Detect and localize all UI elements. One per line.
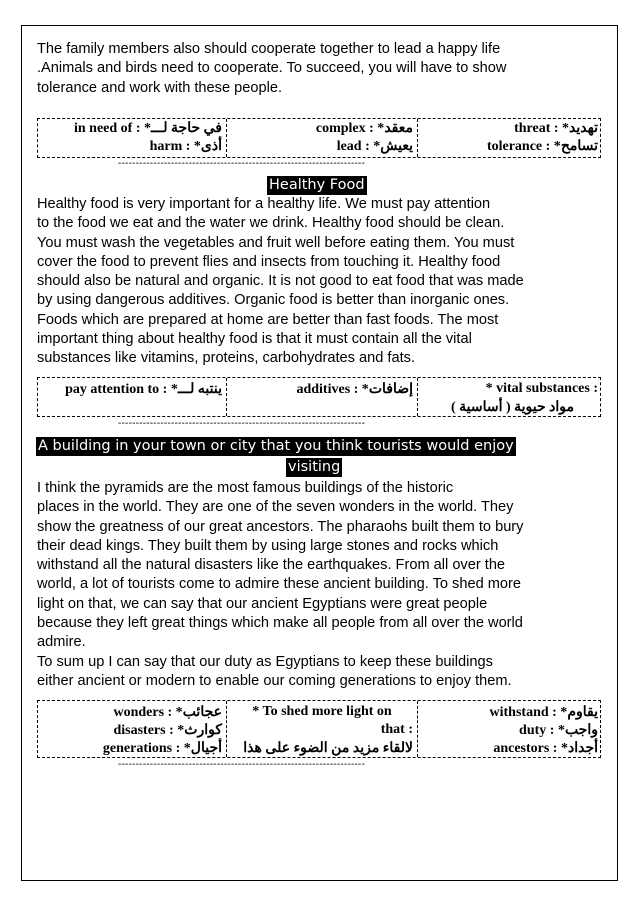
text-line: I think the pyramids are the most famous buildings of the historic [37, 480, 454, 496]
vocab-entry: threat : *تهديد [514, 121, 598, 136]
vocab-entry: * To shed more light on [252, 704, 392, 719]
text-line: to the food we eat and the water we drink. Healthy food should be clean. [37, 215, 505, 232]
dashed-divider: ---------------------------------------------------------------------- [118, 158, 366, 169]
vocab-column-left [38, 119, 226, 157]
text-line: You must wash the vegetables and fruit well before eating them. You must [37, 234, 515, 251]
vocab-entry: مواد حيوية ( أساسية ) [450, 400, 574, 415]
vocab-entry: duty : *واجب [519, 723, 598, 738]
vocab-column-right [416, 701, 602, 757]
vocabulary-box-1 [37, 118, 601, 158]
vocab-entry: لالقاء مزيد من الضوء على هذا [243, 741, 413, 756]
vocab-entry: that : [380, 722, 413, 737]
text-line: admire. [37, 634, 86, 651]
text-line: To sum up I can say that our duty as Egyptians to keep these buildings [37, 653, 493, 670]
vocab-column-left [38, 378, 226, 416]
dashed-divider: ---------------------------------------------------------------------- [118, 418, 366, 429]
healthy-food-paragraph [37, 195, 607, 369]
vocab-column-middle [226, 378, 418, 416]
vocab-column-right [416, 378, 602, 416]
text-line: places in the world. They are one of the seven wonders in the world. They [37, 499, 514, 516]
text-line: Foods which are prepared at home are better than fast foods. The most [37, 311, 499, 328]
text-line: withstand all the natural disasters like the earthquakes. From all over the [37, 557, 506, 574]
section-heading-tourist-building: A building in your town or city that you think tourists would enjoy [38, 438, 514, 454]
vocab-column-right [416, 119, 602, 157]
text-line: by using dangerous additives. Organic food is better than inorganic ones. [37, 292, 510, 309]
text-line: world, a lot of tourists come to admire these ancient building. To shed more [37, 576, 522, 593]
text-line: .Animals and birds need to cooperate. To succeed, you will have to show [37, 60, 507, 77]
vocab-entry: generations : *أجيال [102, 741, 222, 756]
tourist-building-paragraph [37, 479, 607, 691]
section-heading-healthy-food: Healthy Food [269, 177, 365, 193]
text-line: their dead kings. They built them by using large stones and rocks which [37, 537, 499, 554]
vocabulary-box-2 [37, 377, 601, 417]
text-line: either ancient or modern to enable our coming generations to enjoy them. [37, 672, 512, 689]
text-line: Healthy food is very important for a healthy life. We must pay attention [37, 196, 491, 212]
vocabulary-box-3 [37, 700, 601, 758]
section-heading-tourist-building-continued: visiting [288, 459, 341, 475]
text-line: important thing about healthy food is that it must contain all the vital [37, 331, 472, 348]
vocab-entry: additives : *إضافات [296, 382, 413, 397]
vocab-entry: wonders : *عجائب [113, 705, 222, 720]
text-line: light on that, we can say that our ancient Egyptians were great people [37, 595, 488, 612]
vocab-entry: disasters : *كوارث [113, 723, 222, 738]
vocab-entry: complex : *معقد [315, 121, 413, 136]
vocab-entry: tolerance : *تسامح [486, 139, 598, 154]
vocab-column-middle [226, 701, 418, 757]
text-line: substances like vitamins, proteins, carbohydrates and fats. [37, 350, 416, 367]
vocab-entry: withstand : *يقاوم [489, 705, 598, 720]
vocab-column-middle [226, 119, 418, 157]
vocab-entry: lead : *يعيش [336, 139, 413, 154]
text-line: because they left great things which make all people from all over the world [37, 615, 523, 632]
dashed-divider: ---------------------------------------------------------------------- [118, 759, 366, 770]
vocab-entry: pay attention to : *ينتبه لـــ [65, 382, 222, 397]
vocab-entry: harm : *أذى [149, 139, 222, 154]
text-line: should also be natural and organic. It is not good to eat food that was made [37, 273, 524, 290]
text-line: cover the food to prevent flies and insects from touching it. Healthy food [37, 253, 501, 270]
vocab-entry: * vital substances : [485, 381, 598, 396]
vocab-entry: ancestors : *أجداد [493, 741, 598, 756]
text-line: The family members also should cooperate together to lead a happy life [37, 41, 501, 57]
vocab-entry: in need of : *في حاجة لـــ [73, 121, 222, 136]
text-line: tolerance and work with these people. [37, 79, 283, 96]
intro-paragraph [37, 40, 607, 98]
text-line: show the greatness of our great ancestors. The pharaohs built them to bury [37, 518, 524, 535]
vocab-column-left [38, 701, 226, 757]
